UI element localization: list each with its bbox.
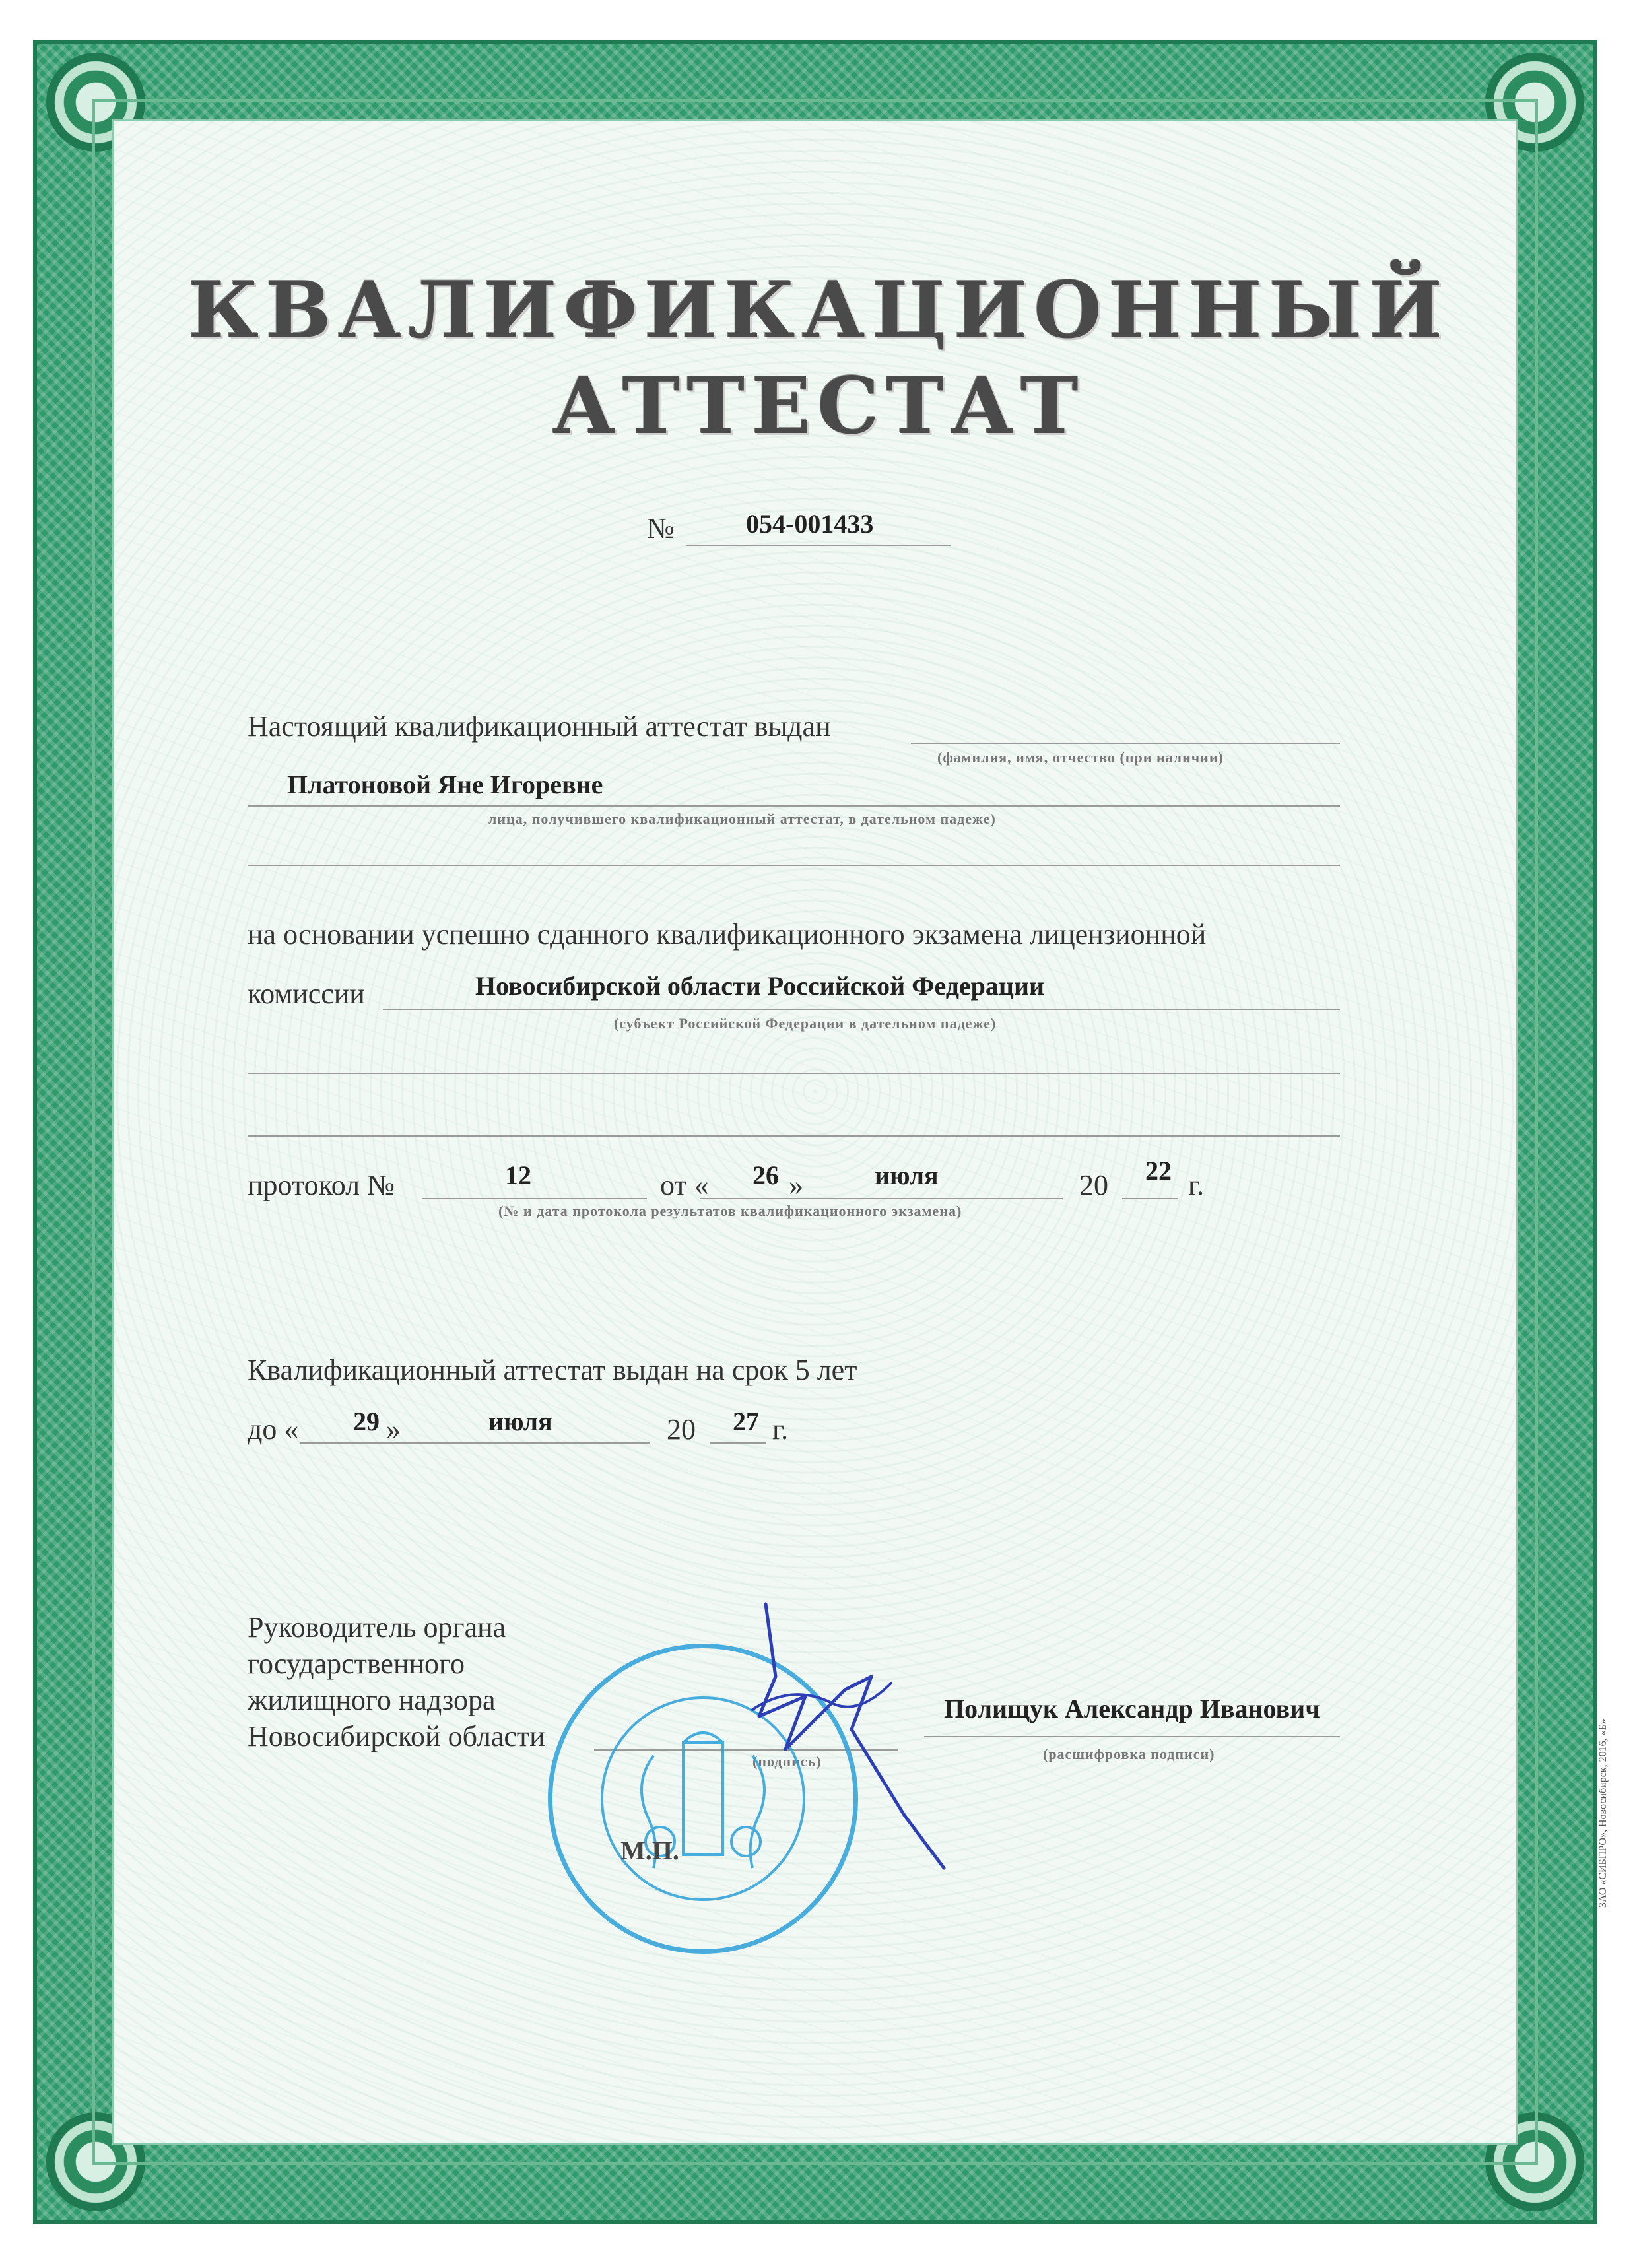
validity-year-underline (710, 1442, 766, 1444)
commission-underline-2 (248, 1073, 1340, 1074)
signer-position-4: Новосибирской области (248, 1720, 545, 1752)
signer-position-3: жилищного надзора (248, 1684, 496, 1716)
signer-position-2: государственного (248, 1648, 465, 1680)
commission-name: Новосибирской области Российской Федерации (475, 971, 1045, 1001)
validity-date-underline (300, 1442, 650, 1444)
protocol-day-close: » (789, 1169, 803, 1201)
certificate-number: 054-001433 (746, 509, 874, 539)
signer-name-hint: (расшифровка подписи) (1043, 1746, 1215, 1762)
issued-hint-1: (фамилия, имя, отчество (при наличии) (937, 749, 1224, 766)
protocol-from: от « (660, 1169, 709, 1201)
title-line-1: КВАЛИФИКАЦИОННЫЙ (187, 264, 1450, 356)
validity-century: 20 (667, 1413, 696, 1446)
signer-name: Полищук Александр Иванович (944, 1694, 1320, 1723)
basis-line-2: комиссии (248, 978, 365, 1010)
protocol-year-suffix: г. (1188, 1169, 1205, 1201)
validity-until: до « (248, 1413, 299, 1446)
basis-line-1: на основании успешно сданного квалификационного экзамена лицензионной (248, 918, 1207, 951)
validity-line: Квалификационный аттестат выдан на срок 5 лет (248, 1354, 857, 1386)
validity-year: 27 (733, 1407, 759, 1436)
protocol-day: 26 (752, 1160, 779, 1190)
validity-day: 29 (353, 1407, 380, 1436)
signer-name-underline (924, 1736, 1340, 1737)
protocol-year-underline (1122, 1198, 1178, 1199)
protocol-number: 12 (505, 1160, 531, 1190)
handwritten-signature (713, 1597, 951, 1875)
issued-hint-2: лица, получившего квалификационный аттестат, в дательном падеже) (488, 811, 996, 827)
issued-label: Настоящий квалификационный аттестат выдан (248, 710, 831, 743)
signer-position-1: Руководитель органа (248, 1611, 506, 1644)
number-underline (686, 545, 951, 546)
number-sign: № (647, 512, 675, 545)
protocol-hint: (№ и дата протокола результатов квалификационного экзамена) (498, 1203, 962, 1219)
validity-day-close: » (386, 1413, 401, 1446)
protocol-date-underline (700, 1198, 1063, 1199)
protocol-month: июля (875, 1160, 939, 1190)
protocol-label: протокол № (248, 1169, 395, 1201)
protocol-year: 22 (1145, 1156, 1172, 1185)
protocol-century: 20 (1079, 1169, 1108, 1201)
issued-underline (911, 743, 1340, 744)
commission-underline (383, 1009, 1340, 1010)
stamp-placeholder-mp: М.П. (620, 1836, 679, 1865)
validity-month: июля (488, 1407, 552, 1436)
name-underline-2 (248, 865, 1340, 866)
signature-hint: (подпись) (752, 1753, 822, 1770)
printer-note: ЗАО «СИБПРО», Новосибирск, 2016, «Б» (1597, 1719, 1609, 1908)
commission-underline-3 (248, 1135, 1340, 1137)
name-underline (248, 805, 1340, 807)
protocol-number-underline (422, 1198, 647, 1199)
title-line-2: АТТЕСТАТ (552, 360, 1085, 451)
recipient-name: Платоновой Яне Игоревне (287, 770, 603, 799)
validity-year-suffix: г. (772, 1413, 789, 1446)
commission-hint: (субъект Российской Федерации в дательном падеже) (614, 1015, 997, 1032)
